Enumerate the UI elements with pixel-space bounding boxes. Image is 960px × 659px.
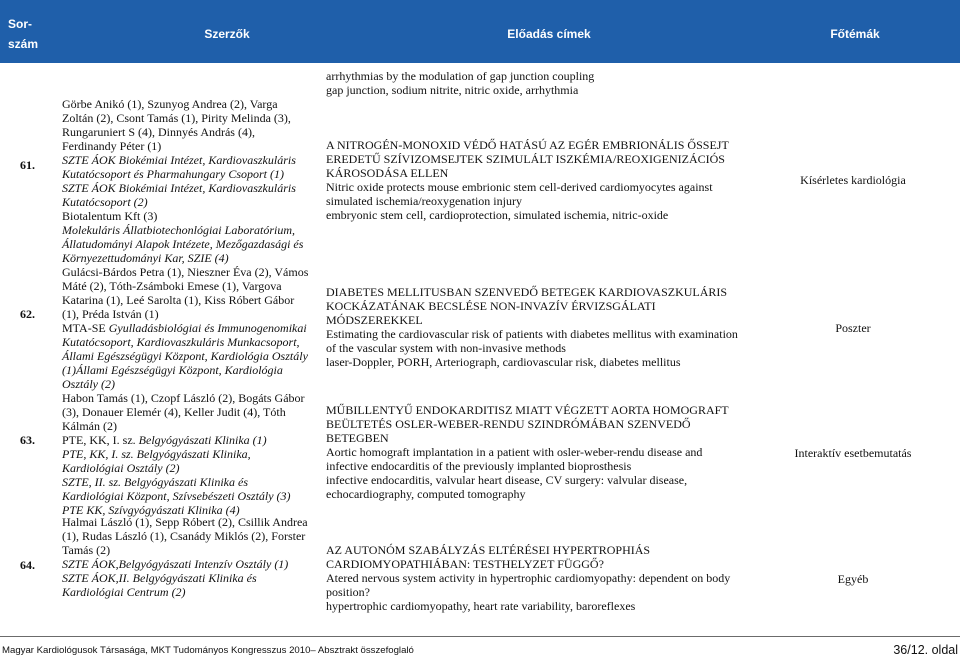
abstract-cell xyxy=(326,138,729,222)
affiliation-institution: PTE, KK, I. sz. xyxy=(62,433,136,447)
topic-cell: Egyéb xyxy=(837,572,869,586)
author-line: (3), Donauer Elemér (4), Keller Judit (4), Tóth xyxy=(62,405,286,419)
topic-cell: Poszter xyxy=(835,321,871,335)
affiliation-line: Állatudományi Alapok Intézete, Mezőgazdasági és xyxy=(62,237,304,251)
affiliation-line: SZTE ÁOK,II. Belgyógyászati Klinika és xyxy=(62,571,257,585)
title-en-line: of the vascular system with non-invasive methods xyxy=(326,341,566,355)
author-line: Ferdinandy Péter (1) xyxy=(62,139,162,153)
affiliation-line: Biotalentum Kft (3) xyxy=(62,209,158,223)
table-row xyxy=(0,265,960,391)
keywords-line: echocardiography, computed tomography xyxy=(326,487,526,501)
affiliation-line: Molekuláris Állatbiotechonlógiai Laboratórium, xyxy=(62,223,295,237)
author-line: Máté (2), Tóth-Zsámboki Emese (1), Vargova xyxy=(62,279,282,293)
affiliation-line: Kardiológiai Osztály (2) xyxy=(62,461,180,475)
authors-cell xyxy=(62,515,308,599)
row-number: 62. xyxy=(20,307,35,321)
title-hu-line: DIABETES MELLITUSBAN SZENVEDŐ BETEGEK KARDIOVASZKULÁRIS xyxy=(326,285,728,299)
affiliation-line: SZTE ÁOK,Belgyógyászati Intenzív Osztály (1) xyxy=(62,557,289,571)
title-hu-line: A NITROGÉN-MONOXID VÉDŐ HATÁSÚ AZ EGÉR EMBRIONÁLIS ŐSSEJT xyxy=(326,138,729,152)
topic-cell: Interaktív esetbemutatás xyxy=(794,446,912,460)
title-en-line: Atered nervous system activity in hypertrophic cardiomyopathy: dependent on body xyxy=(326,571,731,585)
title-en-line: position? xyxy=(326,585,370,599)
affiliation-line: PTE KK, Szívgyógyászati Klinika (4) xyxy=(62,503,240,517)
footer-source: Magyar Kardiológusok Társasága, MKT Tudományos Kongresszus 2010– Absztrakt összefoglaló xyxy=(2,645,414,656)
title-hu-line: KÁROSODÁSA ELLEN xyxy=(326,166,449,180)
affiliation-line: Kutatócsoport, Kardiovaszkuláris Munkacsoport, xyxy=(62,335,300,349)
header-number-line: szám xyxy=(8,37,39,51)
affiliation-line: Osztály (2) xyxy=(62,377,115,391)
affiliation-line: (1)Állami Egészségügyi Központ, Kardiológia xyxy=(62,363,283,377)
table-row xyxy=(0,97,960,265)
keywords-line: gap junction, sodium nitrite, nitric oxide, arrhythmia xyxy=(326,83,579,97)
title-en-line: Nitric oxide protects mouse embrionic stem cell-derived cardiomyocytes against xyxy=(326,180,713,194)
affiliation-line: Kardiológiai Központ, Szívsebészeti Osztály (3) xyxy=(62,489,291,503)
author-line: Rungaruniert S (4), Dinnyés András (4), xyxy=(62,125,255,139)
title-hu-line: KOCKÁZATÁNAK BECSLÉSE NON-INVAZÍV ÉRVIZSGÁLATI xyxy=(326,299,656,313)
page-number: 36/12. oldal xyxy=(893,643,958,657)
title-hu-line: EREDETŰ SZÍVIZOMSEJTEK SZIMULÁLT ISZKÉMIA/REOXIGENIZÁCIÓS xyxy=(326,152,725,166)
table-row xyxy=(0,515,960,630)
author-line: Zoltán (2), Csont Tamás (1), Pirity Melinda (3), xyxy=(62,111,291,125)
table-row xyxy=(0,391,960,515)
topic-cell: Kísérletes kardiológia xyxy=(800,173,906,187)
abstract-cell xyxy=(326,69,594,97)
title-en-line: infective endocarditis of the previously implanted bioprosthesis xyxy=(326,459,632,473)
header-topics: Főtémák xyxy=(830,27,880,41)
abstract-cell xyxy=(326,543,730,613)
affiliation-line: Környezettudományi Kar, SZIE (4) xyxy=(62,251,229,265)
author-line: Gulácsi-Bárdos Petra (1), Nieszner Éva (2), Vámos xyxy=(62,265,309,279)
author-line: (1), Préda István (1) xyxy=(62,307,159,321)
affiliation-line: Állami Egészségügyi Központ, Kardiológia Osztály xyxy=(62,349,308,363)
title-hu-line: MŰBILLENTYŰ ENDOKARDITISZ MIATT VÉGZETT AORTA HOMOGRAFT xyxy=(326,403,729,417)
title-en-line: Estimating the cardiovascular risk of patients with diabetes mellitus with examination xyxy=(326,327,738,341)
title-en-line: arrhythmias by the modulation of gap junction coupling xyxy=(326,69,595,83)
header-titles: Előadás címek xyxy=(507,27,591,41)
footer-divider xyxy=(0,636,960,637)
keywords-line: infective endocarditis, valvular heart disease, CV surgery: valvular disease, xyxy=(326,473,688,487)
header-number-line: Sor- xyxy=(8,17,32,31)
author-line: Halmai László (1), Sepp Róbert (2), Csillik Andrea xyxy=(62,515,308,529)
authors-cell xyxy=(62,265,308,391)
keywords-line: laser-Doppler, PORH, Arteriograph, cardiovascular risk, diabetes mellitus xyxy=(326,355,681,369)
affiliation-line: Kutatócsoport és Pharmahungary Csoport (1) xyxy=(62,167,284,181)
affiliation-unit: Gyulladásbiológiai és Immunogenomikai xyxy=(108,321,307,335)
title-en-line: Aortic homograft implantation in a patient with osler-weber-rendu disease and xyxy=(326,445,703,459)
affiliation-line: SZTE, II. sz. Belgyógyászati Klinika és xyxy=(62,475,248,489)
author-line: (1), Rudas László (1), Csanády Miklós (2), Forster xyxy=(62,529,306,543)
abstract-cell xyxy=(326,285,738,369)
affiliation-line: SZTE ÁOK Biokémiai Intézet, Kardiovaszkuláris xyxy=(62,153,296,167)
title-hu-line: BEÜLTETÉS OSLER-WEBER-RENDU SZINDRÓMÁBAN SZENVEDŐ xyxy=(326,417,691,431)
affiliation-institution: MTA-SE xyxy=(62,321,106,335)
table-header xyxy=(0,0,960,63)
authors-cell xyxy=(62,391,305,517)
row-number: 64. xyxy=(20,558,35,572)
author-line: Kálmán (2) xyxy=(62,419,117,433)
table-row-continued xyxy=(0,66,960,97)
affiliation-line xyxy=(62,321,308,335)
authors-cell xyxy=(62,97,303,265)
author-line: Tamás (2) xyxy=(62,543,111,557)
author-line: Habon Tamás (1), Czopf László (2), Bogáts Gábor xyxy=(62,391,305,405)
affiliation-line: Kardiológiai Centrum (2) xyxy=(62,585,186,599)
author-line: Katarina (1), Leé Sarolta (1), Kiss Róbert Gábor xyxy=(62,293,295,307)
affiliation-line: PTE, KK, I. sz. Belgyógyászati Klinika, xyxy=(62,447,251,461)
author-line: Görbe Anikó (1), Szunyog Andrea (2), Varga xyxy=(62,97,278,111)
row-number: 63. xyxy=(20,433,35,447)
title-hu-line: CARDIOMYOPATHIÁBAN: TESTHELYZET FÜGGŐ? xyxy=(326,557,604,571)
title-hu-line: MÓDSZEREKKEL xyxy=(326,313,423,327)
affiliation-line: Kutatócsoport (2) xyxy=(62,195,148,209)
keywords-line: hypertrophic cardiomyopathy, heart rate variability, baroreflexes xyxy=(326,599,636,613)
header-number xyxy=(8,14,38,54)
row-number: 61. xyxy=(20,158,35,172)
header-authors: Szerzők xyxy=(204,27,250,41)
title-en-line: simulated ischemia/reoxygenation injury xyxy=(326,194,522,208)
affiliation-unit: Belgyógyászati Klinika (1) xyxy=(138,433,267,447)
title-hu-line: AZ AUTONÓM SZABÁLYZÁS ELTÉRÉSEI HYPERTROPHIÁS xyxy=(326,543,651,557)
title-hu-line: BETEGBEN xyxy=(326,431,389,445)
affiliation-line: SZTE ÁOK Biokémiai Intézet, Kardiovaszkuláris xyxy=(62,181,296,195)
affiliation-line xyxy=(62,433,305,447)
keywords-line: embryonic stem cell, cardioprotection, simulated ischemia, nitric-oxide xyxy=(326,208,669,222)
abstract-cell xyxy=(326,403,729,501)
